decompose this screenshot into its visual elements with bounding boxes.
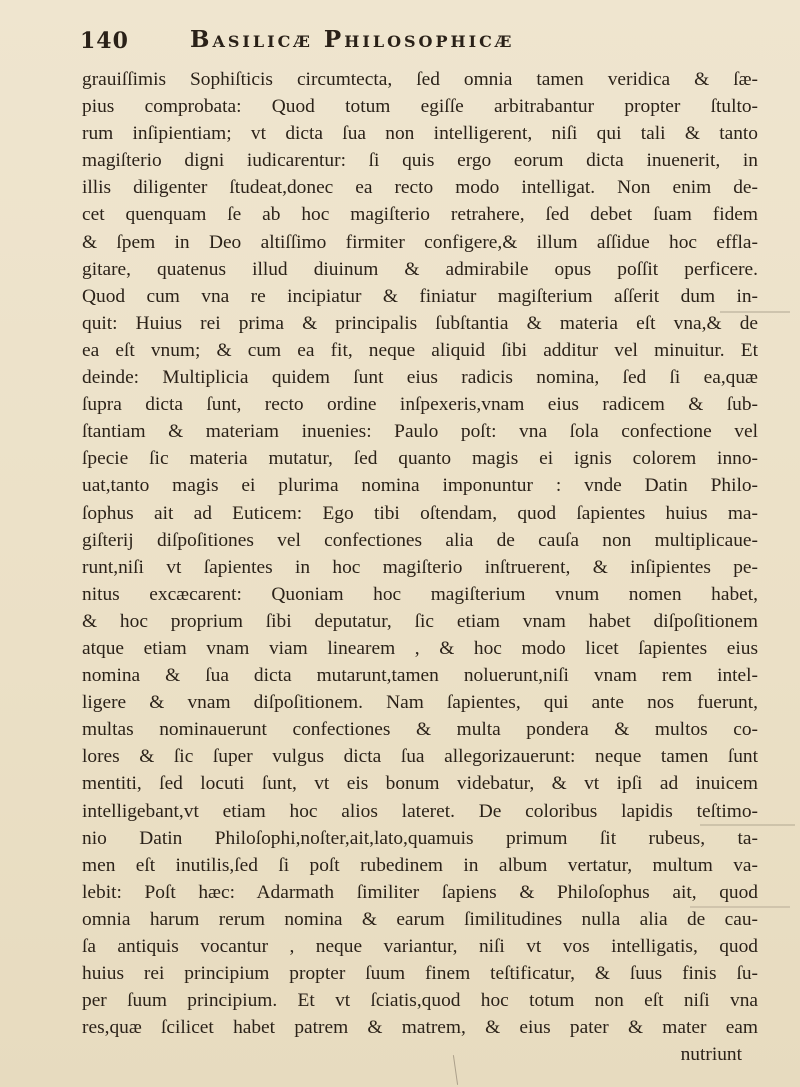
text-line: giſterij diſpoſitiones vel confectiones alia de cauſa non multiplicaue- bbox=[82, 529, 758, 551]
text-line: nomina & ſua dicta mutarunt,tamen noluerunt,niſi vnam rem intel- bbox=[82, 665, 758, 687]
text-line: ſa antiquis vocantur , neque variantur, niſi vt vos intelligatis, quod bbox=[82, 936, 758, 957]
text-line: uat,tanto magis ei plurima nomina imponuntur : vnde Datin Philo- bbox=[82, 475, 758, 497]
text-line: atque etiam vnam viam linearem , & hoc modo licet ſapientes eius bbox=[82, 637, 758, 659]
text-line: res,quæ ſcilicet habet patrem & matrem, & eius pater & mater eam bbox=[82, 1017, 758, 1039]
text-line: huius rei principium propter ſuum finem teſtificatur, & ſuus finis ſu- bbox=[82, 963, 758, 985]
text-line: Quod cum vna re incipiatur & finiatur magiſterium aſſerit dum in- bbox=[82, 285, 758, 307]
text-line: ea eſt vnum; & cum ea fit, neque aliquid ſibi additur vel minuitur. Et bbox=[82, 339, 758, 361]
text-line: illis diligenter ſtudeat,donec ea recto modo intelligat. Non enim de- bbox=[82, 177, 758, 199]
text-line: lores & ſic ſuper vulgus dicta ſua allegorizauerunt: neque tamen ſunt bbox=[82, 746, 758, 768]
ink-bleed-mark bbox=[700, 824, 795, 826]
text-line: lebit: Poſt hæc: Adarmath ſimiliter ſapiens & Philoſophus ait, quod bbox=[82, 881, 758, 903]
text-line: omnia harum rerum nomina & earum ſimilitudines nulla alia de cau- bbox=[82, 908, 758, 930]
text-line: gitare, quatenus illud diuinum & admirabile opus poſſit perficere. bbox=[82, 258, 758, 280]
text-line: nitus excæcarent: Quoniam hoc magiſterium vnum nomen habet, bbox=[82, 583, 758, 605]
text-line: quit: Huius rei prima & principalis ſubſtantia & materia eſt vna,& de bbox=[82, 312, 758, 334]
text-line: ſophus ait ad Euticem: Ego tibi oſtendam, quod ſapientes huius ma- bbox=[82, 502, 758, 524]
text-line: & ſpem in Deo altiſſimo firmiter configere,& illum aſſidue hoc effla- bbox=[82, 231, 758, 253]
text-line: ſtantiam & materiam inuenies: Paulo poſt: vna ſola confectione vel bbox=[82, 421, 758, 443]
text-line: cet quenquam ſe ab hoc magiſterio retrahere, ſed debet ſuam fidem bbox=[82, 204, 758, 226]
page-header bbox=[80, 20, 740, 60]
text-line: & hoc proprium ſibi deputatur, ſic etiam vnam habet diſpoſitionem bbox=[82, 610, 758, 632]
text-line: intelligebant,vt etiam hoc alios lateret. De coloribus lapidis teſtimo- bbox=[82, 800, 758, 822]
running-head: Basilicæ Philosophicæ bbox=[190, 26, 515, 53]
text-line: multas nominauerunt confectiones & multa pondera & multos co- bbox=[82, 719, 758, 741]
body-text bbox=[82, 66, 758, 1068]
text-line: grauiſſimis Sophiſticis circumtecta, ſed omnia tamen veridica & ſæ- bbox=[82, 69, 758, 90]
text-line: men eſt inutilis,ſed ſi poſt rubedinem in album vertatur, multum va- bbox=[82, 854, 758, 876]
text-line: deinde: Multiplicia quidem ſunt eius radicis nomina, ſed ſi ea,quæ bbox=[82, 367, 758, 389]
page-number: 140 bbox=[80, 28, 129, 54]
catchword: nutriunt bbox=[680, 1044, 742, 1066]
text-line: nio Datin Philoſophi,noſter,ait,lato,quamuis primum ſit rubeus, ta- bbox=[82, 827, 758, 849]
text-line: pius comprobata: Quod totum egiſſe arbitrabantur propter ſtulto- bbox=[82, 96, 758, 118]
ink-bleed-mark bbox=[720, 311, 790, 313]
text-line: mentiti, ſed locuti ſunt, vt eis bonum videbatur, & vt ipſi ad inuicem bbox=[82, 773, 758, 795]
ink-bleed-mark bbox=[690, 906, 790, 908]
text-line: runt,niſi vt ſapientes in hoc magiſterio inſtruerent, & inſipientes pe- bbox=[82, 556, 758, 578]
text-line: ſpecie ſic materia mutatur, ſed quanto magis ei ignis colorem inno- bbox=[82, 448, 758, 470]
text-line: magiſterio digni iudicarentur: ſi quis ergo eorum dicta inuenerit, in bbox=[82, 150, 758, 172]
text-line: ſupra dicta ſunt, recto ordine inſpexeris,vnam eius radicem & ſub- bbox=[82, 394, 758, 416]
text-line: ligere & vnam diſpoſitionem. Nam ſapientes, qui ante nos fuerunt, bbox=[82, 692, 758, 714]
text-line: per ſuum principium. Et vt ſciatis,quod hoc totum non eſt niſi vna bbox=[82, 990, 758, 1012]
text-line: rum inſipientiam; vt dicta ſua non intelligerent, niſi qui tali & tanto bbox=[82, 123, 758, 145]
